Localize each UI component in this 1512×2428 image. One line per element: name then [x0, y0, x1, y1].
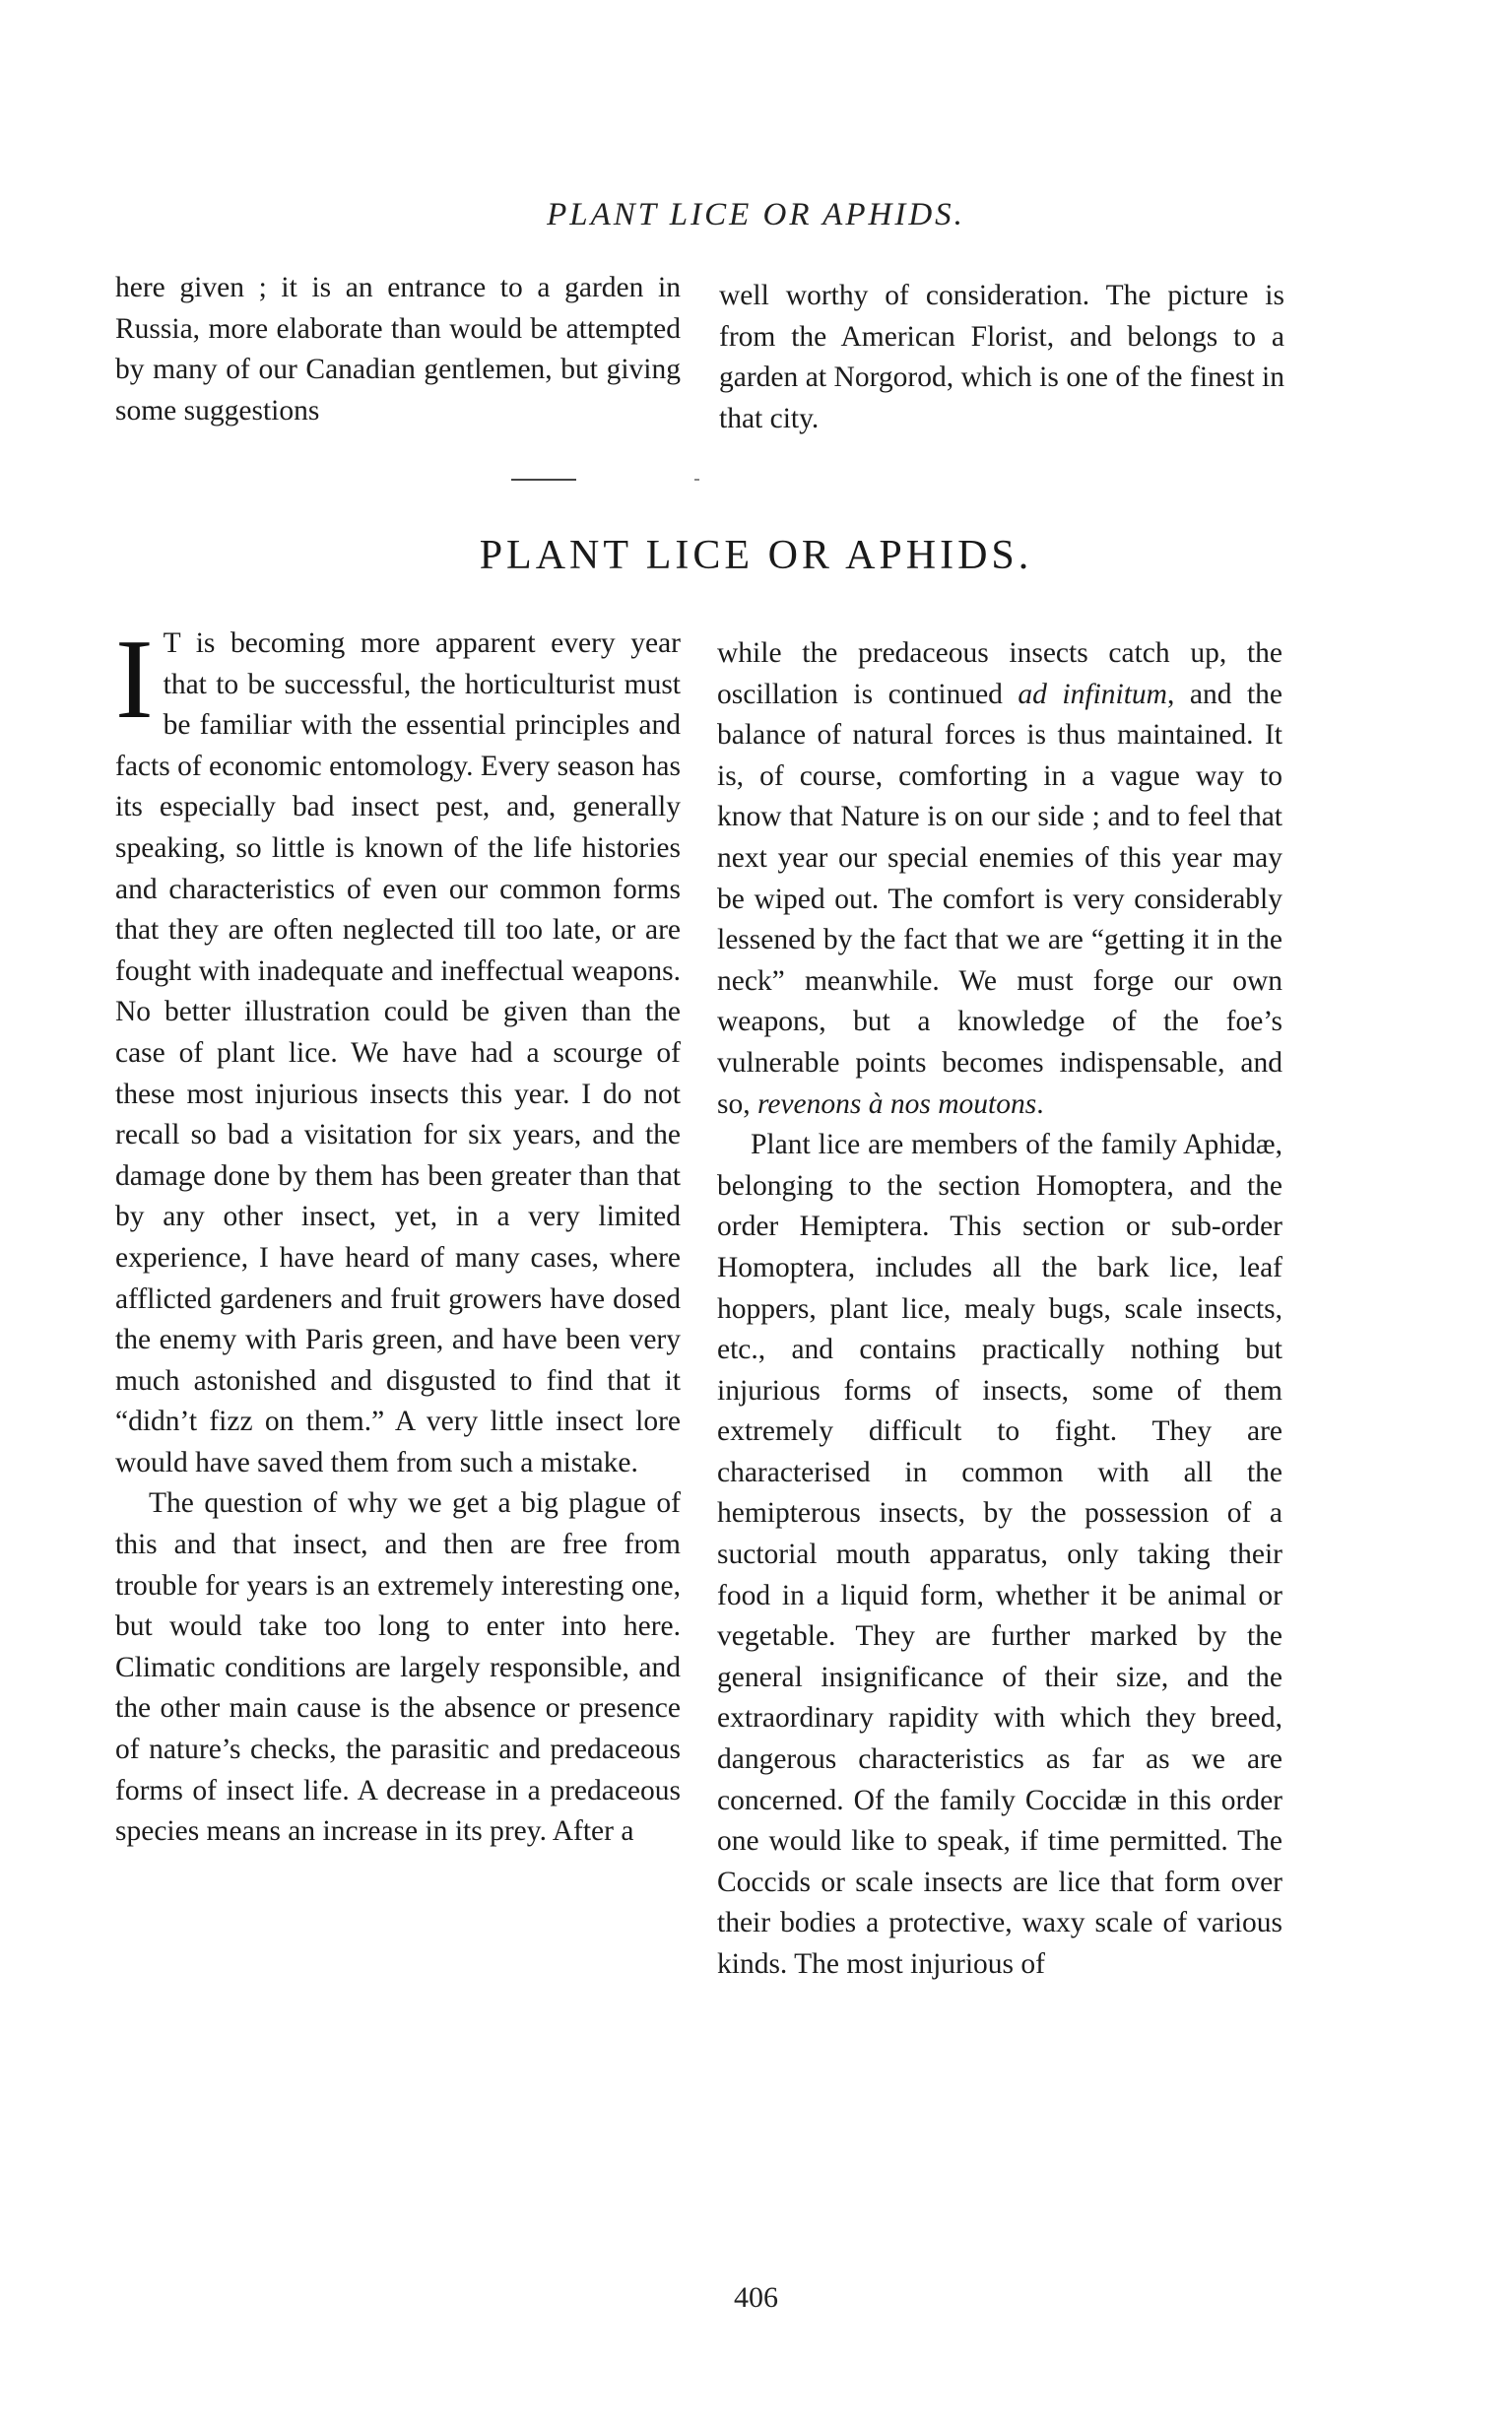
paragraph-4: Plant lice are members of the family Aphidæ, belonging to the section Homoptera, and the order Hemiptera. This section or sub-order Homoptera, includes all the bark lice, leaf hoppers, plant lice, mealy bugs, scale insects, etc., and contains practically nothing but injurious forms of insects, some of them extremely difficult to fight. They are characterised in common with all the hemipterous insects, by the possession of a suctorial mouth apparatus, only taking their food in a liquid form, whether it be animal or vegetable. They are further marked by the general insignificance of their size, and the extraordinary rapidity with which they breed, dangerous characteristics as far as we are concerned. Of the family Coccidæ in this order one would like to speak, if time permitted. The Coccids or scale insects are lice that form over their bodies a protective, waxy scale of various kinds. The most injurious of	[717, 1129, 1282, 1980]
italic-ad-infinitum: ad infinitum	[1018, 678, 1167, 710]
section-divider-mark	[694, 479, 699, 481]
running-head: PLANT LICE OR APHIDS.	[547, 197, 965, 232]
article-right-column	[717, 633, 1282, 1986]
drop-cap: I	[115, 617, 154, 743]
paragraph-1	[115, 617, 681, 1483]
paragraph-3	[717, 633, 1282, 1125]
paragraph-1-text: is becoming more apparent every year that to be successful, the horticulturist must be familiar with the essential principles and facts of economic entomology. Every season has its especially bad insect pest, and, generally speaking, so little is known of the life histories and characteristics of even our common forms that they are often neglected till too late, or are fought with inadequate and ineffectual weapons. No better illustration could be given than the case of plant lice. We have had a scourge of these most injurious insects this year. I do not recall so bad a visitation for six years, and the damage done by them has been greater than that by any other insect, yet, in a very limited experience, I have heard of many cases, where afflicted gardeners and fruit growers have dosed the enemy with Paris green, and have been very much astonished and disgusted to find that it “didn’t fizz on them.” A very little insect lore would have saved them from such a mistake.	[115, 627, 681, 1478]
article-title: PLANT LICE OR APHIDS.	[479, 533, 1033, 578]
opening-caps: T	[163, 627, 181, 659]
article-left-column	[115, 617, 681, 1853]
page-number: 406	[734, 2281, 778, 2314]
paragraph-3-text-c: .	[1036, 1087, 1044, 1120]
section-divider	[511, 479, 576, 481]
italic-revenons: revenons à nos moutons	[756, 1087, 1037, 1120]
intro-right-column	[719, 276, 1284, 439]
intro-right-text: well worthy of consideration. The picture is from the American Florist, and belongs to a garden at Norgorod, which is one of the finest in that city.	[719, 280, 1284, 434]
paragraph-3-text-a: while the predaceous insects catch up, the oscillation is continued	[717, 637, 1282, 710]
intro-left-text: here given ; it is an entrance to a garden in Russia, more elaborate than would be attempted by many of our Canadian gentlemen, but giving some suggestions	[115, 272, 681, 427]
paragraph-3-text-b: , and the balance of natural forces is thus maintained. It is, of course, comforting in a vague way to know that Nature is on our side ; and to feel that next year our special enemies of this year may be wiped out. The comfort is very considerably lessened by the fact that we are “getting it in the neck” meanwhile. We must forge our own weapons, but a knowledge of the foe’s vulnerable points becomes indispensable, and so,	[717, 678, 1282, 1120]
intro-left-column	[115, 268, 681, 431]
paragraph-2: The question of why we get a big plague of this and that insect, and then are free from trouble for years is an extremely interesting one, but would take too long to enter into here. Climatic conditions are largely responsible, and the other main cause is the absence or presence of nature’s checks, the parasitic and predaceous forms of insect life. A decrease in a predaceous species means an increase in its prey. After a	[115, 1487, 681, 1848]
